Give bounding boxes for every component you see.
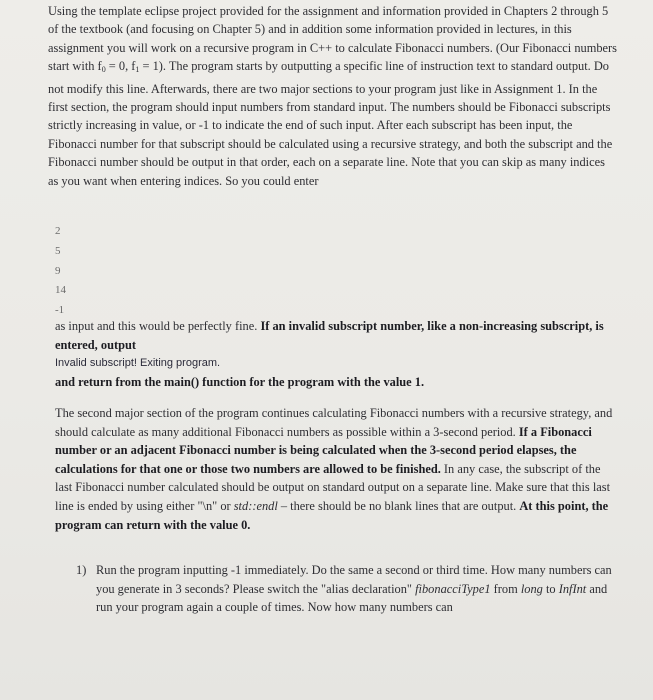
example-input: -1 — [55, 304, 65, 317]
intro-rest: = 1). The program starts by outputting a specific line of instruction text to standard output. Do not modify this line. Afterwards, there are two major sections to your program just like in Assignment 1. In the first section, the program should input numbers from standard input. The numbers should be Fibonacci subscripts strictly increasing in value, or -1 to indicate the end of such input. After each subscript has been input, the Fibonacci number for that subscript should be calculated using a recursive strategy, and both the subscript and the Fibonacci number should be output in that order, each on a separate line. Note that you can skip as many indices as you want when entering indices. So you could enter — [48, 59, 613, 188]
second-section-bold-1: If a Fibonacci number or an adjacent Fibonacci number is being calculated when the 3-second period elapses, the calculations for that one or those two numbers are allowed to be finished. — [55, 424, 592, 476]
example-input: 9 — [55, 264, 61, 277]
second-section-paragraph — [55, 404, 620, 534]
intro-mid: = 0, f — [105, 59, 136, 74]
type-long: long — [520, 581, 543, 596]
alias-name: fibonacciType1 — [415, 581, 491, 596]
type-infint: InfInt — [558, 581, 587, 596]
intro-text: Using the template eclipse project provided for the assignment and information provided in Chapters 2 through 5 of the textbook (and focusing on Chapter 5) and in addition some information provided in lectures, in this assignment you will work on a recursive program in C++ to calculate Fibonacci numbers. (Our Fibonacci numbers start with f — [48, 4, 618, 74]
invalid-subscript-rule: If an invalid subscript number, like a non-increasing subscript, is entered, output — [55, 319, 604, 352]
list-text-1: Run the program inputting -1 immediately. Do the same a second or third time. How many numbers can you generate in 3 seconds? Please switch the "alias declaration" — [96, 563, 612, 596]
list-item-number: 1) — [76, 563, 87, 577]
second-section-text-1: The second major section of the program continues calculating Fibonacci numbers with a recursive strategy, and should calculate as many additional Fibonacci numbers as possible within a 3-second period. — [55, 406, 613, 439]
list-item-text — [96, 561, 616, 617]
intro-paragraph — [48, 2, 618, 190]
example-input: 2 — [55, 225, 61, 237]
invalid-input-section — [55, 317, 620, 391]
return-value-rule: and return from the main() function for the program with the value 1. — [55, 374, 425, 389]
example-input-list — [55, 222, 66, 321]
example-input: 5 — [55, 244, 61, 257]
endl-code: std::endl — [233, 498, 278, 513]
list-text-4: and run your program again a couple of times. Now how many numbers can — [96, 581, 608, 615]
error-message: Invalid subscript! Exiting program. — [55, 357, 221, 370]
example-input: 14 — [55, 284, 66, 297]
second-section-text-2: In any case, the subscript of the last Fibonacci number calculated should be output on standard output on a separate line. Make sure that this last line is ended by using either "\n" or — [55, 461, 611, 513]
f0-subscript: 0 — [101, 65, 106, 75]
second-section-bold-2: At this point, the program can return with the value 0. — [55, 498, 609, 532]
f1-subscript: 1 — [135, 65, 140, 75]
list-text-2: from — [490, 581, 521, 596]
second-section-text-3: – there should be no blank lines that are output. — [277, 498, 520, 513]
question-list — [76, 561, 621, 617]
input-ok-text: as input and this would be perfectly fine. — [55, 319, 261, 333]
list-item — [76, 561, 621, 617]
list-text-3: to — [542, 581, 559, 596]
